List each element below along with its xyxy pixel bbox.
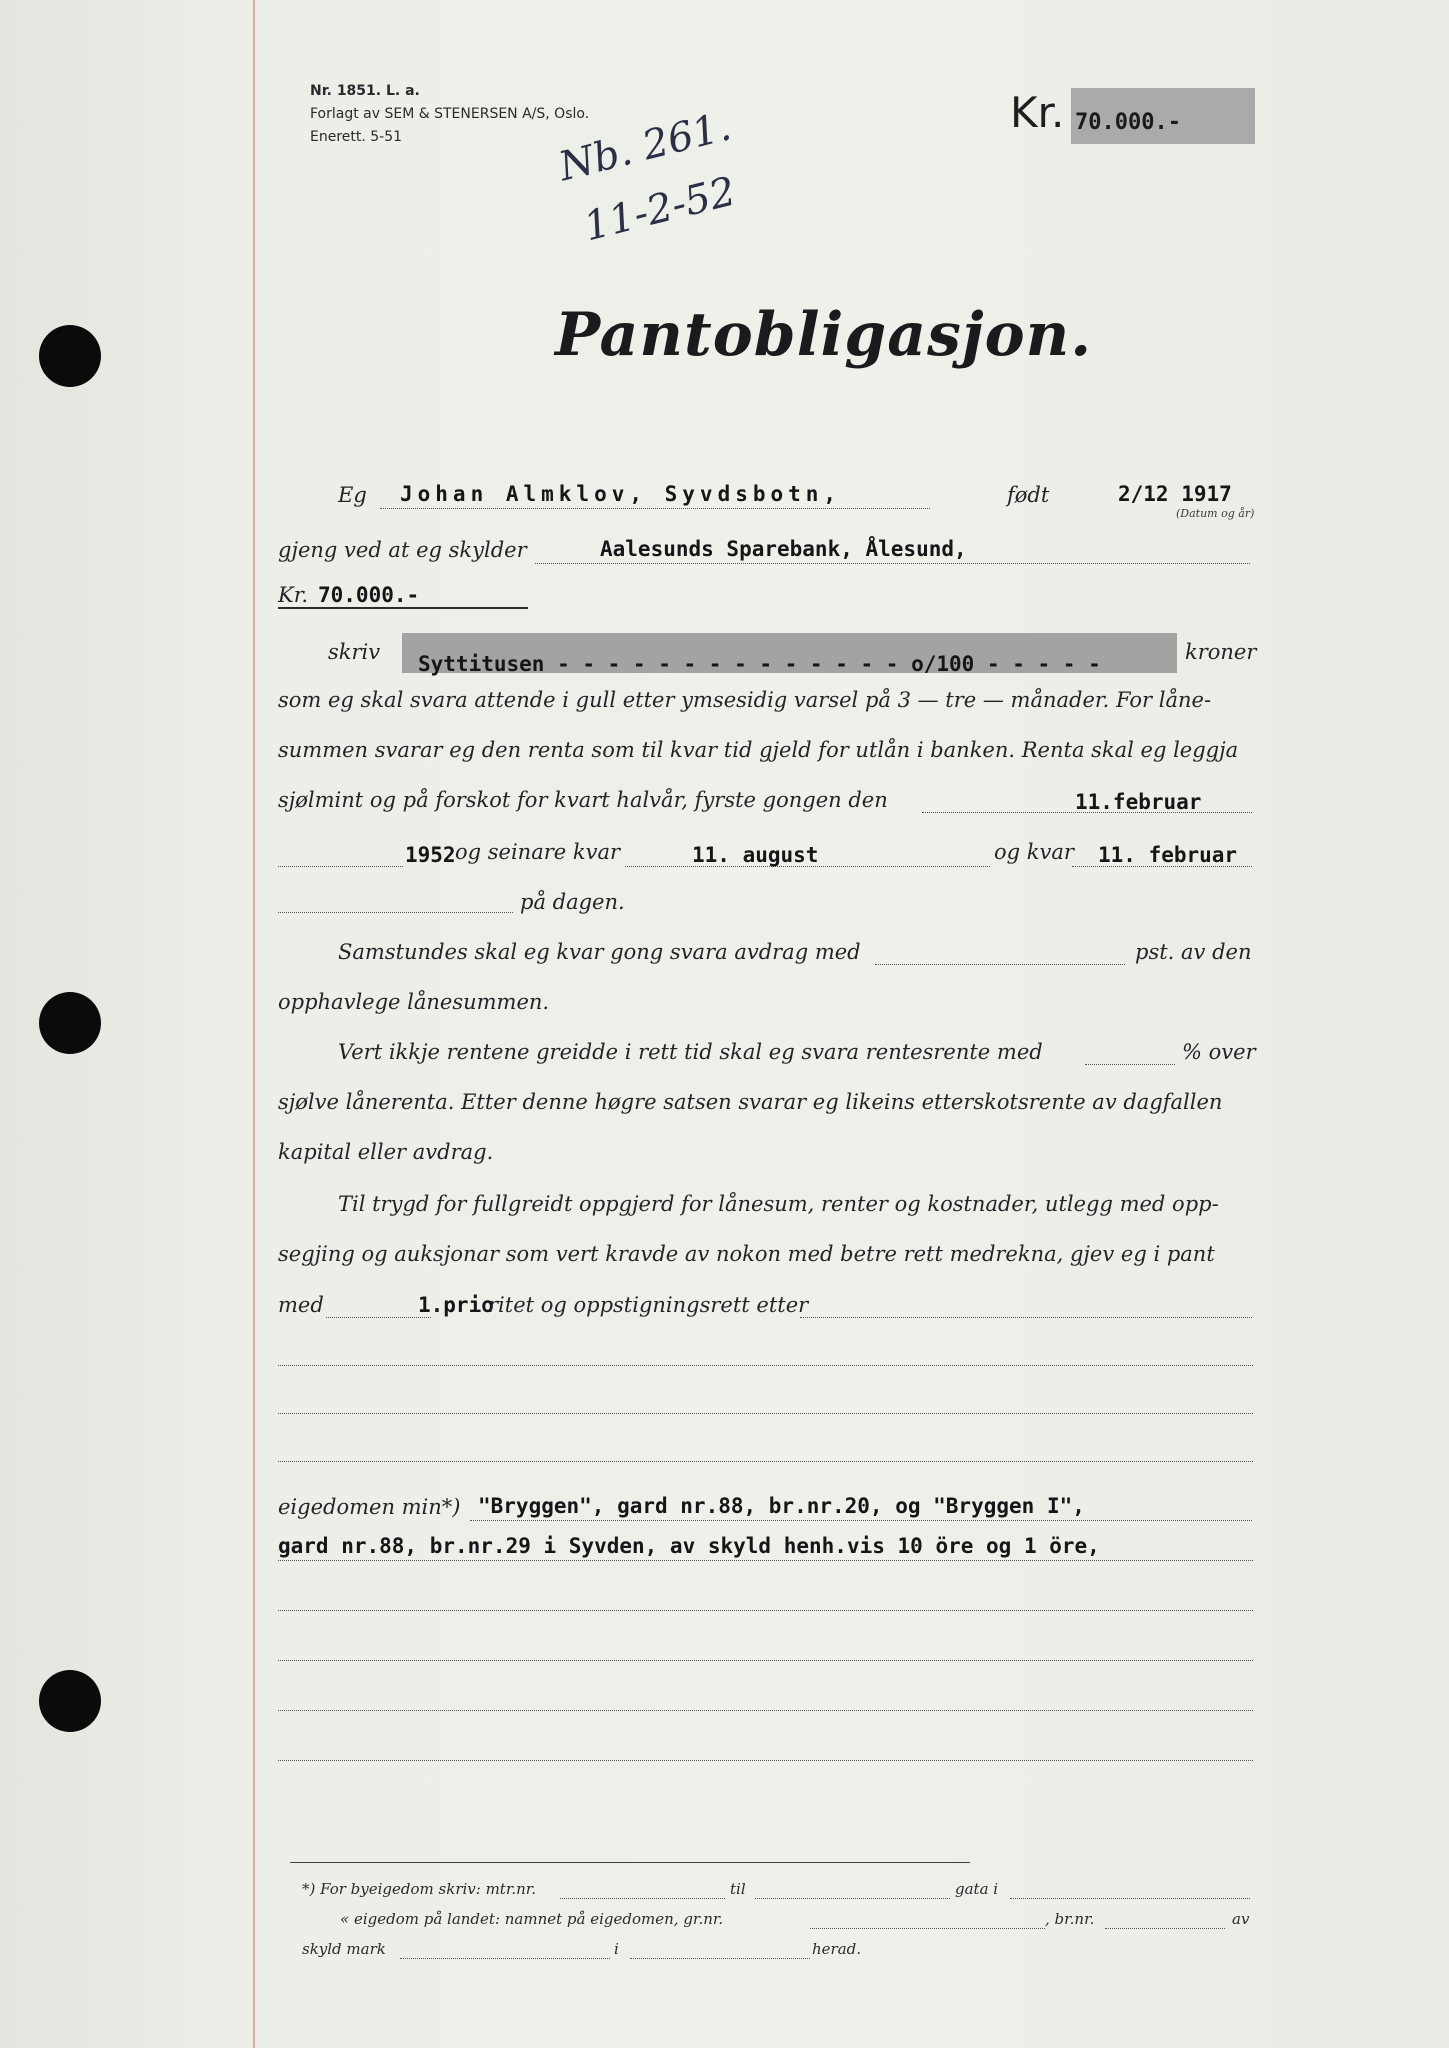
footnote-rule xyxy=(290,1862,970,1863)
rente-line-2: sjølve lånerenta. Etter denne høgre satsen svarar eg likeins etterskotsrente av dagfallen xyxy=(278,1090,1223,1114)
punch-hole-top xyxy=(39,325,101,387)
debtor-name: Johan Almklov, Syvdsbotn, xyxy=(400,482,842,506)
eigedom-label: eigedomen min*) xyxy=(278,1495,461,1519)
footnote-line-2c: av xyxy=(1232,1910,1250,1928)
footnote-line-3a: skyld mark xyxy=(302,1940,386,1958)
footnote-line-2b: , br.nr. xyxy=(1045,1910,1095,1928)
first-payment-date: 11.februar xyxy=(1075,790,1202,814)
handwritten-date: 11-2-52 xyxy=(579,168,741,251)
prioritet-rest: ritet og oppstigningsrett etter xyxy=(488,1293,809,1317)
body-line-2: summen svarar eg den renta som til kvar tid gjeld for utlån i banken. Renta skal eg leggja xyxy=(278,738,1239,762)
eigedom-line-1: "Bryggen", gard nr.88, br.nr.20, og "Bryggen I", xyxy=(478,1494,1085,1518)
footnote-line-1a: *) For byeigedom skriv: mtr.nr. xyxy=(302,1880,537,1898)
document-title: Pantobligasjon. xyxy=(555,300,1093,370)
born-label: født xyxy=(1007,483,1050,507)
punch-hole-bottom xyxy=(39,1670,101,1732)
skriv-label: skriv xyxy=(328,640,381,664)
body-line-3: sjølmint og på forskot for kvart halvår, fyrste gongen den xyxy=(278,788,888,812)
handwritten-reference: Nb. 261. xyxy=(554,103,736,191)
rights-line: Enerett. 5-51 xyxy=(310,129,403,145)
form-number: Nr. 1851. L. a. xyxy=(310,83,420,99)
eigedom-line-2: gard nr.88, br.nr.29 i Syvden, av skyld henh.vis 10 öre og 1 öre, xyxy=(278,1534,1100,1558)
trygd-line-2: segjing og auksjonar som vert kravde av nokon med betre rett medrekna, gjev eg i pant xyxy=(278,1242,1215,1266)
publisher-block xyxy=(310,80,589,149)
rente-line-1: Vert ikkje rentene greidde i rett tid skal eg svara rentesrente med xyxy=(338,1040,1043,1064)
footnote-line-1c: gata i xyxy=(955,1880,999,1898)
rente-line-3: kapital eller avdrag. xyxy=(278,1140,494,1164)
body-line-1: som eg skal svara attende i gull etter ymsesidig varsel på 3 — tre — månader. For låne- xyxy=(278,688,1212,712)
publisher-line: Forlagt av SEM & STENERSEN A/S, Oslo. xyxy=(310,106,590,122)
body-line-4: og seinare kvar xyxy=(455,840,621,864)
creditor-prefix: gjeng ved at eg skylder xyxy=(278,538,527,562)
punch-hole-middle xyxy=(39,992,101,1054)
kr-prefix: Kr. xyxy=(278,583,309,607)
avdrag-line-2: opphavlege lånesummen. xyxy=(278,990,550,1014)
footnote-line-1b: til xyxy=(730,1880,746,1898)
born-hint: (Datum og år) xyxy=(1176,507,1255,520)
avdrag-end: pst. av den xyxy=(1135,940,1252,964)
trygd-line-1: Til trygd for fullgreidt oppgjerd for lånesum, renter og kostnader, utlegg med opp- xyxy=(338,1192,1219,1216)
sum-in-words: Syttitusen - - - - - - - - - - - - - - o/100 - - - - - xyxy=(418,652,1101,676)
born-value: 2/12 1917 xyxy=(1118,482,1232,506)
amount-currency-label: Kr. xyxy=(1010,88,1065,137)
kr-value: 70.000.- xyxy=(318,583,420,607)
og-kvar: og kvar xyxy=(994,840,1074,864)
kroner-label: kroner xyxy=(1185,640,1257,664)
prioritet-fill: 1.prio xyxy=(418,1293,494,1317)
footnote-line-2a: « eigedom på landet: namnet på eigedomen, gr.nr. xyxy=(340,1910,724,1928)
body-line-5: på dagen. xyxy=(520,890,625,914)
amount-value: 70.000.- xyxy=(1075,110,1181,135)
creditor-name: Aalesunds Sparebank, Ålesund, xyxy=(600,537,967,561)
footnote-line-3b: i xyxy=(614,1940,619,1958)
date-february: 11. februar xyxy=(1098,843,1238,867)
avdrag-line: Samstundes skal eg kvar gong svara avdrag med xyxy=(338,940,861,964)
footnote-line-3c: herad. xyxy=(812,1940,862,1958)
med-label: med xyxy=(278,1293,324,1317)
date-august: 11. august xyxy=(692,843,819,867)
debtor-prefix: Eg xyxy=(338,483,367,507)
margin-line xyxy=(253,0,255,2048)
first-payment-year: 1952 xyxy=(405,843,456,867)
rente-line-1-end: % over xyxy=(1182,1040,1256,1064)
